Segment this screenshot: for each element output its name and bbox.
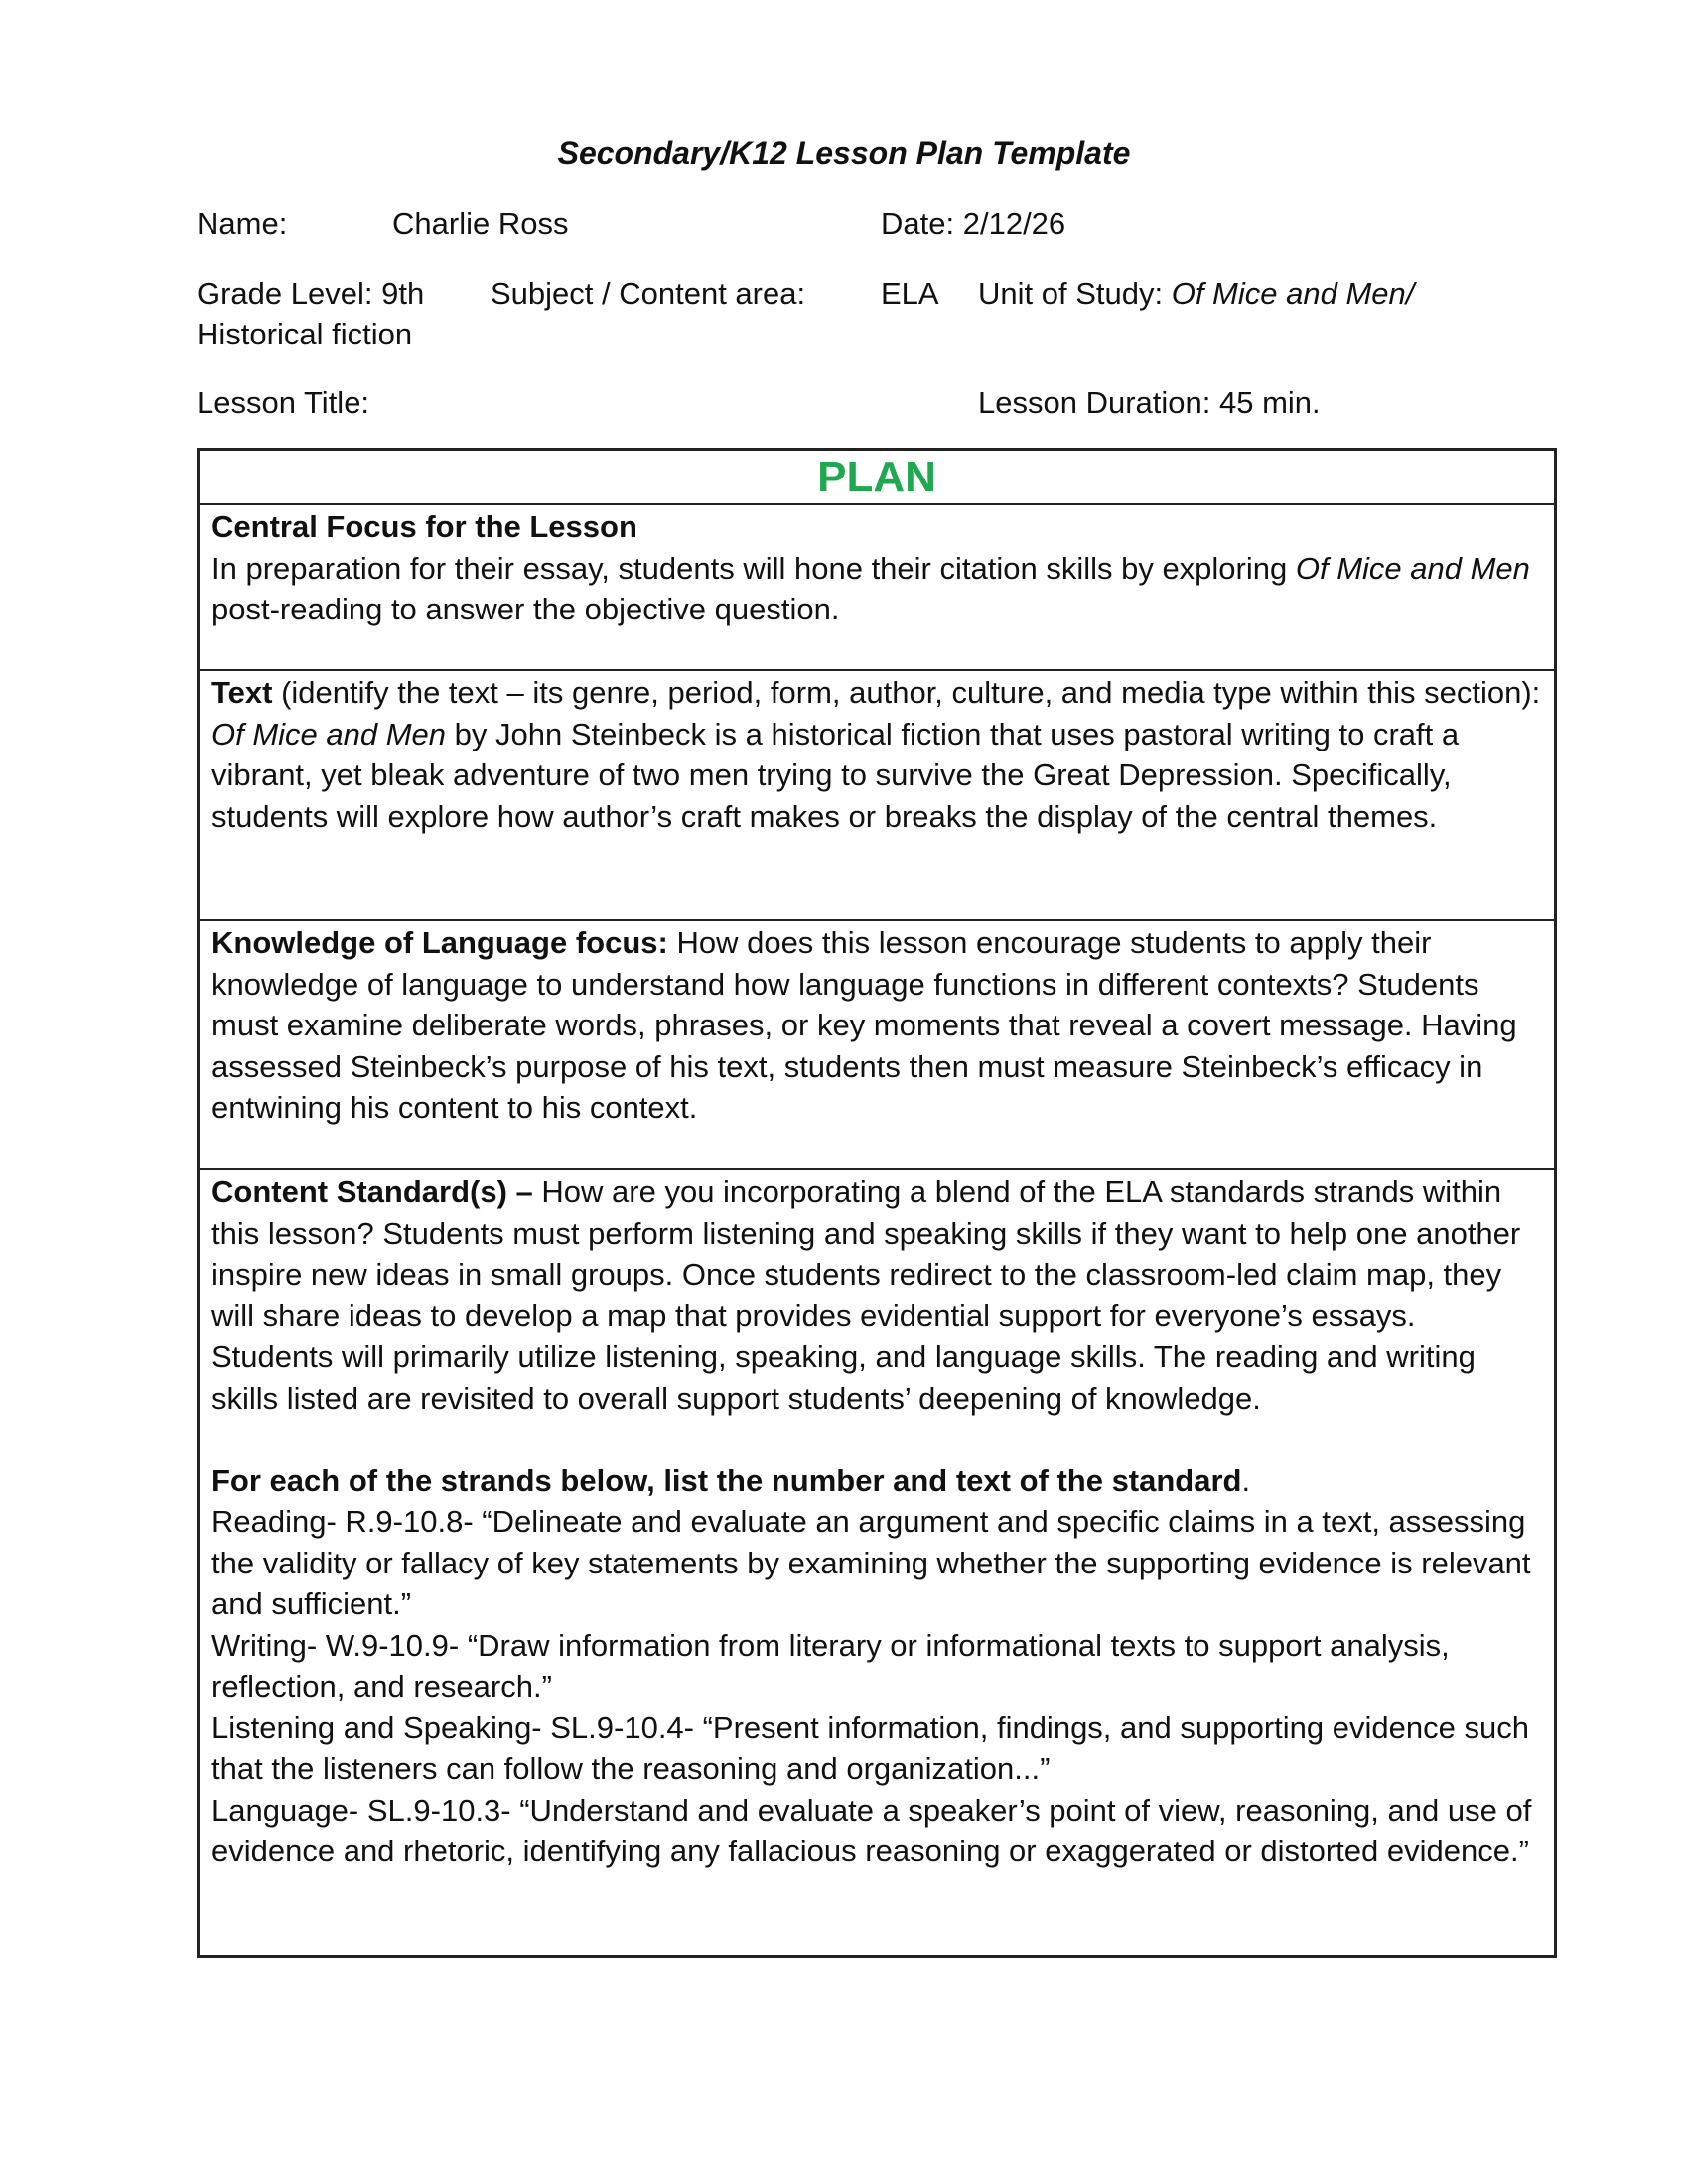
grade-field <box>197 273 424 315</box>
name-value: Charlie Ross <box>392 206 569 241</box>
content-standards-section <box>211 1171 1542 1419</box>
standard-writing: Writing- W.9-10.9- “Draw information from literary or informational texts to support analysis, reflection, and research.” <box>211 1627 1450 1704</box>
standard-reading: Reading- R.9-10.8- “Delineate and evaluate an argument and specific claims in a text, assessing the validity or fallacy of key statements by examining whether the supporting evidence is relevant and sufficient.” <box>211 1504 1531 1621</box>
central-focus-text: In preparation for their essay, students will hone their citation skills by exploring Of Mice and Men post-reading to answer the objective question. <box>211 550 1530 626</box>
duration-value: 45 min. <box>1219 385 1321 420</box>
content-standards-cell <box>200 1170 1554 1955</box>
content-standards-label: Content Standard(s) – <box>211 1174 533 1209</box>
text-cell <box>200 671 1554 921</box>
central-focus-heading: Central Focus for the Lesson <box>211 509 637 544</box>
plan-table <box>197 448 1557 1958</box>
lesson-title-label: Lesson Title: <box>197 385 370 420</box>
unit-title: Of Mice and Men <box>1171 276 1406 311</box>
document-title: Secondary/K12 Lesson Plan Template <box>557 135 1131 171</box>
language-focus-label: Knowledge of Language focus: <box>211 925 668 960</box>
language-focus-body: How does this lesson encourage students to apply their knowledge of language to understand how language functions in different contexts? Students must examine deliberate words, phrases, or key moments that reveal a covert message. Having assessed Steinbeck’s purpose of his text, students then must measure Steinbeck’s efficacy in entwining his content to his context. <box>211 925 1517 1125</box>
strands-heading: For each of the strands below, list the number and text of the standard <box>211 1462 1242 1498</box>
text-prompt: (identify the text – its genre, period, form, author, culture, and media type within this section): <box>272 675 1541 710</box>
standard-listening: Listening and Speaking- SL.9-10.4- “Present information, findings, and supporting evidence such that the listeners can follow the reasoning and organization...” <box>211 1709 1529 1786</box>
plan-heading: PLAN <box>200 451 1554 505</box>
unit-label: Unit of Study: <box>978 276 1164 311</box>
unit-slash: / <box>1405 276 1415 311</box>
date-value: 2/12/26 <box>962 206 1066 241</box>
duration-field <box>978 382 1321 424</box>
grade-value: 9th <box>381 276 425 311</box>
book-title: Of Mice and Men <box>1295 550 1530 586</box>
date-field <box>881 204 1065 245</box>
date-label: Date: <box>881 206 955 241</box>
unit-genre: Historical fiction <box>197 317 413 351</box>
unit-field <box>978 273 1414 315</box>
strands-heading-line: For each of the strands below, list the number and text of the standard. <box>211 1462 1251 1498</box>
name-label: Name: <box>197 206 288 241</box>
content-standards-body: How are you incorporating a blend of the ELA standards strands within this lesson? Students must perform listening and speaking skills if they want to help one another inspire new ideas in small groups. Once students redirect to the classroom-led claim map, they will share ideas to develop a map that provides evidential support for everyone’s essays. Students will primarily utilize listening, speaking, and language skills. The reading and writing skills listed are revisited to overall support students’ deepening of knowledge. <box>211 1174 1521 1416</box>
subject-value: ELA <box>881 276 939 311</box>
language-focus-section <box>211 922 1542 1129</box>
duration-label: Lesson Duration: <box>978 385 1211 420</box>
book-title: Of Mice and Men <box>211 716 447 751</box>
text-label: Text <box>211 675 273 710</box>
language-focus-cell <box>200 921 1554 1170</box>
grade-label: Grade Level: <box>197 276 373 311</box>
standard-language: Language- SL.9-10.3- “Understand and evaluate a speaker’s point of view, reasoning, and use of evidence and rhetoric, identifying any fallacious reasoning or exaggerated or distorted evidence.” <box>211 1792 1532 1868</box>
central-focus-cell <box>200 505 1554 671</box>
subject-label: Subject / Content area: <box>491 276 806 311</box>
text-section <box>211 672 1542 837</box>
text-body: by John Steinbeck is a historical fiction that uses pastoral writing to craft a vibrant, yet bleak adventure of two men trying to survive the Great Depression. Specifically, students will explore how author’s craft makes or breaks the display of the central themes. <box>211 716 1460 834</box>
